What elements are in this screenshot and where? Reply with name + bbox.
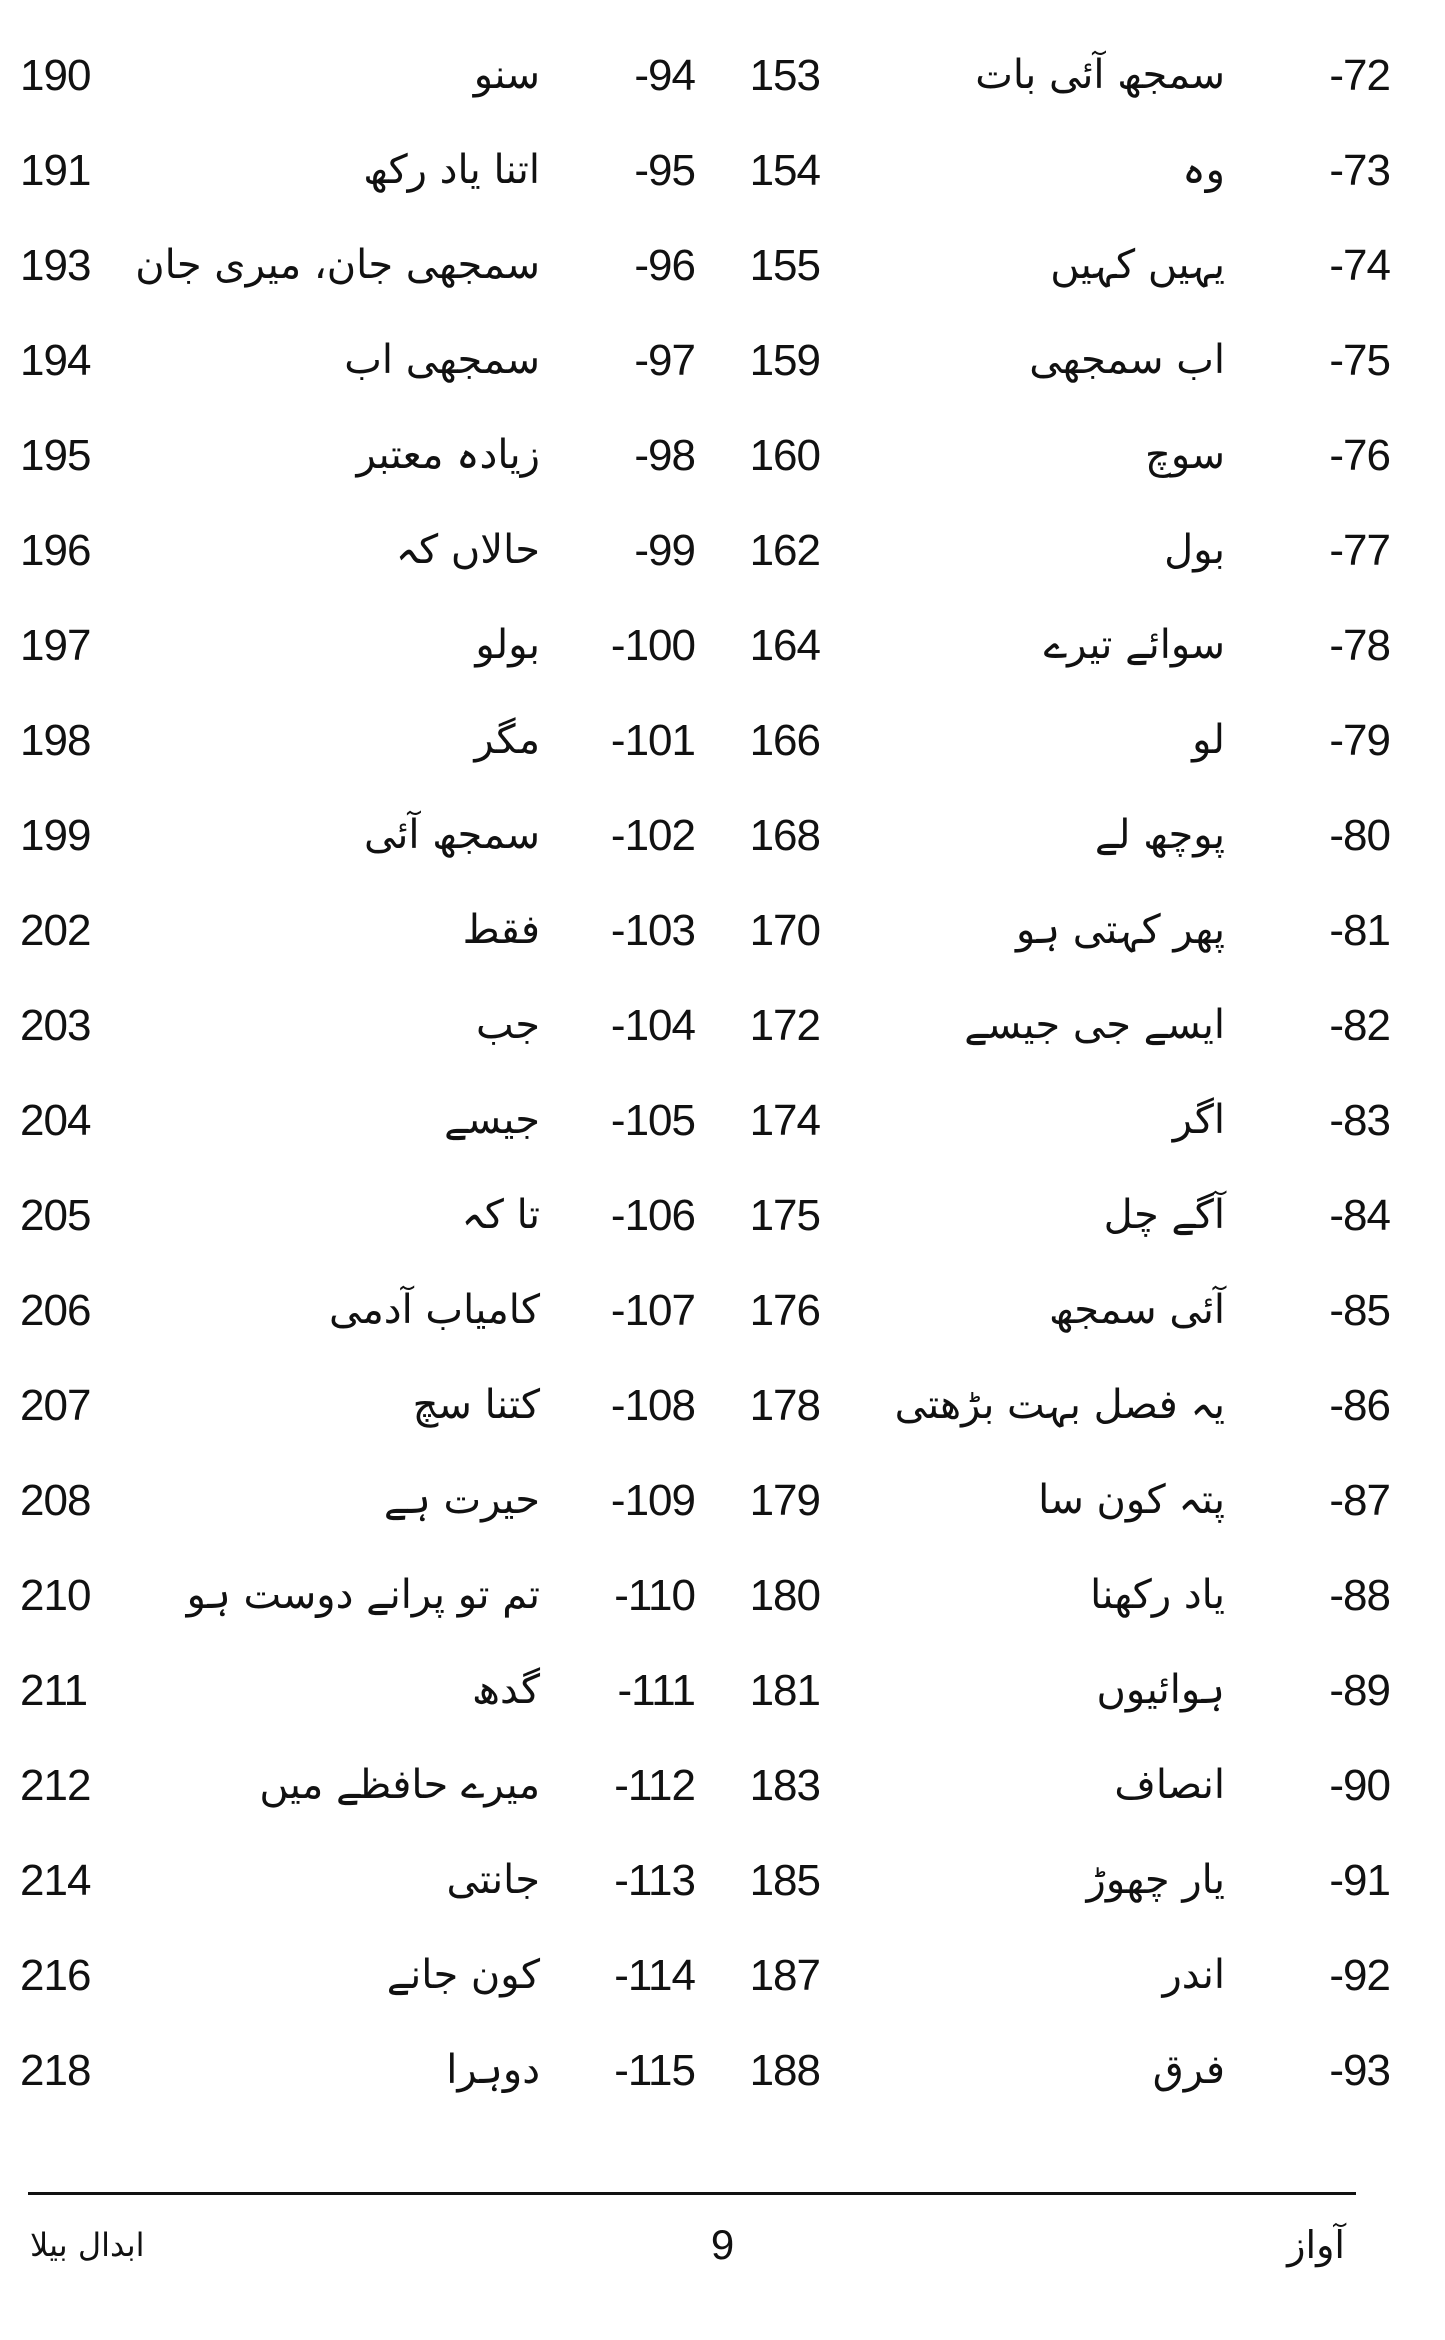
entry-title: جیسے xyxy=(444,1097,540,1143)
entry-page: 155 xyxy=(749,241,820,290)
entry-title: اگر xyxy=(1172,1097,1225,1143)
entry-title: ایسے جی جیسے xyxy=(964,1002,1225,1048)
entry-page: 193 xyxy=(20,241,91,290)
entry-page: 176 xyxy=(749,1286,820,1335)
entry-title: اتنا یاد رکھ xyxy=(363,147,540,193)
entry-title: یاد رکھنا xyxy=(1090,1572,1225,1618)
entry-page: 159 xyxy=(749,336,820,385)
entry-title: آئی سمجھ xyxy=(1048,1287,1225,1333)
entry-index: -84 xyxy=(1329,1191,1390,1240)
entry-title: زیادہ معتبر xyxy=(356,432,540,478)
toc-row xyxy=(0,123,1445,218)
entry-page: 199 xyxy=(20,811,91,860)
toc-row xyxy=(0,1168,1445,1263)
entry-title: پتہ کون سا xyxy=(1038,1477,1225,1523)
toc-row xyxy=(0,1833,1445,1928)
toc-row xyxy=(0,1453,1445,1548)
entry-index: -78 xyxy=(1329,621,1390,670)
page-number: 9 xyxy=(710,2221,735,2268)
entry-page: 211 xyxy=(20,1666,88,1715)
entry-page: 160 xyxy=(749,431,820,480)
entry-page: 170 xyxy=(749,906,820,955)
entry-index: -98 xyxy=(634,431,695,480)
entry-index: -86 xyxy=(1329,1381,1390,1430)
entry-title: جانتی xyxy=(446,1857,540,1903)
entry-title: ہوائیوں xyxy=(1096,1667,1225,1713)
entry-title: حالاں کہ xyxy=(395,527,540,573)
toc-row xyxy=(0,693,1445,788)
entry-index: -102 xyxy=(610,811,695,860)
entry-index: -105 xyxy=(610,1096,695,1145)
entry-title: سمجھ آئی بات xyxy=(975,52,1225,98)
entry-index: -111 xyxy=(617,1666,695,1715)
entry-title: کون جانے xyxy=(386,1952,540,1998)
entry-page: 183 xyxy=(749,1761,820,1810)
entry-title: یہ فصل بہت بڑھتی xyxy=(894,1382,1225,1428)
entry-page: 172 xyxy=(749,1001,820,1050)
entry-page: 207 xyxy=(20,1381,91,1430)
entry-title: مگر xyxy=(474,717,540,763)
entry-index: -92 xyxy=(1329,1951,1390,2000)
entry-index: -77 xyxy=(1329,526,1390,575)
entry-index: -83 xyxy=(1329,1096,1390,1145)
entry-title: تم تو پرانے دوست ہو xyxy=(186,1572,540,1618)
entry-title: پوچھ لے xyxy=(1094,812,1225,858)
entry-page: 203 xyxy=(20,1001,91,1050)
entry-title: جب xyxy=(475,1002,540,1048)
footer-divider xyxy=(28,2192,1356,2195)
toc-row xyxy=(0,503,1445,598)
entry-index: -95 xyxy=(634,146,695,195)
entry-title: سمجھ آئی xyxy=(363,812,540,858)
entry-page: 195 xyxy=(20,431,91,480)
toc-row xyxy=(0,1263,1445,1358)
entry-title: اب سمجھی xyxy=(1029,337,1225,383)
toc-row xyxy=(0,598,1445,693)
entry-page: 164 xyxy=(749,621,820,670)
entry-index: -112 xyxy=(614,1761,695,1810)
entry-page: 154 xyxy=(749,146,820,195)
entry-index: -107 xyxy=(610,1286,695,1335)
entry-title: سمجھی اب xyxy=(344,337,540,383)
toc-row xyxy=(0,1358,1445,1453)
toc-row xyxy=(0,788,1445,883)
entry-title: حیرت ہے xyxy=(383,1477,540,1523)
entry-page: 153 xyxy=(749,51,820,100)
toc-row xyxy=(0,978,1445,1073)
entry-page: 178 xyxy=(749,1381,820,1430)
entry-index: -82 xyxy=(1329,1001,1390,1050)
entry-index: -101 xyxy=(610,716,695,765)
entry-page: 190 xyxy=(20,51,91,100)
toc-row xyxy=(0,1928,1445,2023)
entry-index: -106 xyxy=(610,1191,695,1240)
entry-page: 216 xyxy=(20,1951,91,2000)
entry-page: 181 xyxy=(749,1666,820,1715)
entry-index: -110 xyxy=(614,1571,695,1620)
entry-page: 191 xyxy=(20,146,91,195)
entry-index: -76 xyxy=(1329,431,1390,480)
entry-title: کتنا سچ xyxy=(412,1382,540,1428)
entry-title: فقط xyxy=(462,907,540,953)
entry-title: لو xyxy=(1192,717,1225,763)
toc-row xyxy=(0,1738,1445,1833)
entry-title: سوچ xyxy=(1145,432,1225,478)
toc-row xyxy=(0,883,1445,978)
entry-page: 174 xyxy=(749,1096,820,1145)
toc-row xyxy=(0,218,1445,313)
toc-row xyxy=(0,1643,1445,1738)
entry-title: دوہرا xyxy=(446,2047,540,2093)
entry-index: -104 xyxy=(610,1001,695,1050)
entry-page: 208 xyxy=(20,1476,91,1525)
entry-index: -96 xyxy=(634,241,695,290)
entry-index: -108 xyxy=(610,1381,695,1430)
entry-index: -90 xyxy=(1329,1761,1390,1810)
entry-page: 214 xyxy=(20,1856,91,1905)
entry-title: میرے حافظے میں xyxy=(259,1762,540,1808)
entry-title: سنو xyxy=(473,52,540,98)
entry-index: -114 xyxy=(614,1951,695,2000)
entry-index: -72 xyxy=(1329,51,1390,100)
entry-index: -81 xyxy=(1329,906,1390,955)
toc-row xyxy=(0,2023,1445,2118)
toc-row xyxy=(0,408,1445,503)
entry-page: 206 xyxy=(20,1286,91,1335)
entry-index: -75 xyxy=(1329,336,1390,385)
entry-page: 194 xyxy=(20,336,91,385)
entry-page: 198 xyxy=(20,716,91,765)
entry-index: -91 xyxy=(1329,1856,1390,1905)
entry-index: -113 xyxy=(614,1856,695,1905)
entry-page: 210 xyxy=(20,1571,91,1620)
entry-index: -74 xyxy=(1329,241,1390,290)
entry-index: -100 xyxy=(610,621,695,670)
entry-index: -89 xyxy=(1329,1666,1390,1715)
entry-page: 187 xyxy=(749,1951,820,2000)
entry-index: -109 xyxy=(610,1476,695,1525)
entry-page: 185 xyxy=(749,1856,820,1905)
entry-page: 188 xyxy=(749,2046,820,2095)
entry-index: -115 xyxy=(614,2046,695,2095)
entry-index: -97 xyxy=(634,336,695,385)
entry-title: پھر کہتی ہو xyxy=(1015,907,1225,953)
entry-index: -88 xyxy=(1329,1571,1390,1620)
toc-row xyxy=(0,313,1445,408)
entry-index: -93 xyxy=(1329,2046,1390,2095)
entry-title: بول xyxy=(1164,527,1225,573)
entry-index: -79 xyxy=(1329,716,1390,765)
entry-title: گدھ xyxy=(472,1667,540,1713)
entry-page: 166 xyxy=(749,716,820,765)
entry-page: 202 xyxy=(20,906,91,955)
entry-page: 197 xyxy=(20,621,91,670)
entry-title: یہیں کہیں xyxy=(1050,242,1225,288)
entry-index: -103 xyxy=(610,906,695,955)
entry-title: تا کہ xyxy=(461,1192,540,1238)
entry-title: سوائے تیرے xyxy=(1043,622,1225,668)
toc-row xyxy=(0,1073,1445,1168)
entry-page: 205 xyxy=(20,1191,91,1240)
entry-title: بولو xyxy=(475,622,540,668)
entry-page: 168 xyxy=(749,811,820,860)
entry-title: انصاف xyxy=(1114,1762,1225,1808)
entry-index: -99 xyxy=(634,526,695,575)
entry-index: -80 xyxy=(1329,811,1390,860)
entry-title: وہ xyxy=(1182,147,1225,193)
entry-title: فرق xyxy=(1152,2047,1225,2093)
entry-title: یار چھوڑ xyxy=(1086,1857,1225,1903)
entry-page: 175 xyxy=(749,1191,820,1240)
entry-page: 180 xyxy=(749,1571,820,1620)
entry-page: 204 xyxy=(20,1096,91,1145)
entry-title: اندر xyxy=(1162,1952,1225,1998)
entry-page: 179 xyxy=(749,1476,820,1525)
footer-book-title: آواز xyxy=(1287,2223,1345,2267)
toc-row xyxy=(0,28,1445,123)
entry-index: -87 xyxy=(1329,1476,1390,1525)
footer-author: ابدال بیلا xyxy=(30,2226,145,2264)
entry-page: 212 xyxy=(20,1761,91,1810)
entry-title: آگے چل xyxy=(1103,1192,1225,1238)
entry-page: 162 xyxy=(749,526,820,575)
entry-index: -85 xyxy=(1329,1286,1390,1335)
entry-title: کامیاب آدمی xyxy=(329,1287,540,1333)
entry-page: 218 xyxy=(20,2046,91,2095)
entry-index: -94 xyxy=(634,51,695,100)
entry-title: سمجھی جان، میری جان xyxy=(135,242,540,288)
entry-index: -73 xyxy=(1329,146,1390,195)
toc-row xyxy=(0,1548,1445,1643)
entry-page: 196 xyxy=(20,526,91,575)
